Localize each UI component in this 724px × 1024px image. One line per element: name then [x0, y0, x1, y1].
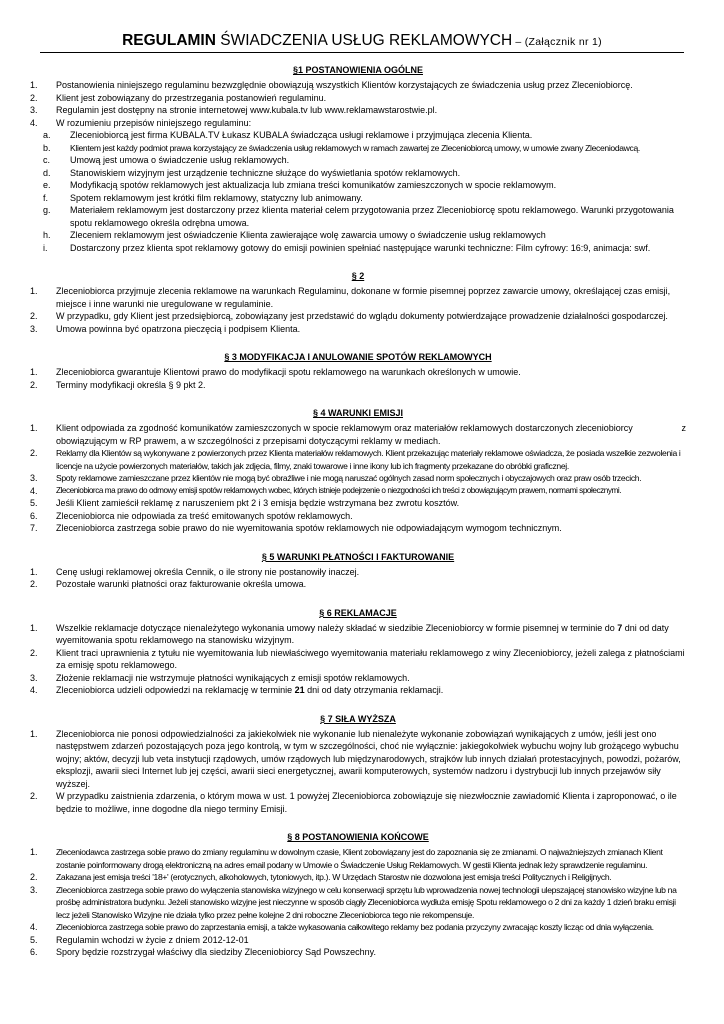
item-text: Zleceniem reklamowym jest oświadczenie Klienta zawierające wolę zawarcia umowy o świadczenie usług reklamowych — [70, 230, 546, 240]
section-7 — [30, 713, 686, 816]
item-number: 1. — [30, 728, 38, 739]
sub-item — [30, 154, 686, 167]
item-text: Klient traci uprawnienia z tytułu nie wyemitowania lub niewłaściwego wyemitowania materiału reklamowego z winy Zleceniobiorcy, jeżeli zalega z płatnościami za emisję spotu reklamowego. — [56, 647, 685, 670]
item-letter: c. — [43, 155, 51, 165]
item-number: 1. — [30, 622, 38, 633]
item-number: 1. — [30, 566, 38, 577]
item-number: 2. — [30, 872, 38, 882]
section-6 — [30, 607, 686, 697]
list-item — [30, 117, 686, 130]
list-item — [30, 622, 686, 647]
item-text: Reklamy dla Klientów są wykonywane z powierzonych przez Klienta materiałów reklamowych. Klient przekazując materiały reklamowe oświadcza, że posiada wszelkie zezwolenia i licencje na użycie powierzonych materiałów, takich jak zdjęcia, filmy, znaki towarowe i inne ikony lub ich fragmenty przekazane do obróbki graficznej. — [56, 448, 681, 471]
item-number: 2. — [30, 579, 38, 589]
item-number: 2. — [30, 379, 38, 390]
item-number: 4. — [30, 922, 38, 932]
section-heading: § 6 REKLAMACJE — [319, 607, 397, 618]
item-text: Zleceniobiorcą jest firma KUBALA.TV Łukasz KUBALA świadcząca usługi reklamowe i przyjmująca zlecenia Klienta. — [70, 130, 533, 140]
list-item — [30, 921, 686, 934]
section-heading: § 2 — [351, 271, 365, 281]
item-text: Cenę usługi reklamowej określa Cennik, o ile strony nie postanowiły inaczej. — [56, 566, 360, 577]
item-text-c: dni od daty otrzymania reklamacji. — [304, 685, 444, 695]
list-item — [30, 366, 686, 379]
item-letter: d. — [43, 167, 51, 178]
section-3 — [30, 351, 686, 391]
item-text: Zleceniobiorca przyjmuje zlecenia reklamowe na warunkach Regulaminu, dokonane w formie pisemnej poprzez zawarcie umowy, określającej czas emisji, miejsce i inne warunki nie uregulowane w regulaminie. — [56, 286, 671, 309]
item-number: 2. — [30, 647, 38, 658]
item-text — [56, 622, 686, 647]
item-text: Spotem reklamowym jest krótki film reklamowy, statyczny lub animowany. — [70, 192, 363, 203]
item-text: Spory będzie rozstrzygał właściwy dla siedziby Zleceniobiorcy Sąd Powszechny. — [56, 947, 376, 957]
document-title — [40, 31, 684, 53]
item-text: Klient jest zobowiązany do przestrzegania postanowień regulaminu. — [56, 92, 327, 103]
item-days-bold: 21 — [294, 685, 305, 695]
item-text: Pozostałe warunki płatności oraz fakturowanie określa umowa. — [56, 579, 307, 589]
item-text: Terminy modyfikacji określa § 9 pkt 2. — [56, 379, 206, 390]
sub-item — [30, 242, 686, 255]
item-text-c: dni od daty wyemitowania spotu reklamowego na stanowisku wizyjnym. — [56, 622, 669, 645]
list-item — [30, 578, 686, 591]
item-text: Złożenie reklamacji nie wstrzymuje płatności wynikających z emisji spotów reklamowych. — [56, 672, 410, 683]
section-4 — [30, 407, 686, 535]
item-number: 3. — [30, 473, 38, 483]
sub-item — [30, 129, 686, 142]
item-letter: b. — [43, 142, 51, 153]
item-number: 5. — [30, 934, 38, 945]
item-text-b: obowiązującym w RP prawem, a w szczególności z przepisami dotyczącymi reklamy w mediach. — [56, 435, 441, 446]
item-text: W przypadku, gdy Klient jest przedsiębiorcą, zobowiązany jest przedstawić do wglądu dokumenty potwierdzające prowadzenie działalności gospodarczej. — [56, 311, 668, 321]
item-text-a: Wszelkie reklamacje dotyczące nienależytego wykonania umowy należy składać w siedzibie Zleceniobiorcy w formie pisemnej w terminie do — [56, 622, 618, 633]
item-text: Zleceniobiorca ma prawo do odmowy emisji spotów reklamowych wobec, których istnieje podejrzenie o niezgodności ich treści z obowiązującym prawem, normami społecznymi. — [56, 485, 622, 495]
item-number: 6. — [30, 947, 38, 957]
section-8 — [30, 831, 686, 959]
item-text: Zleceniobiorca zastrzega sobie prawo do wyłączenia stanowiska wizyjnego w celu konserwacji sprzętu lub wprowadzenia nowej technologii ulepszającej stanowisko wizyjne lub na prośbę administratora budynku. Jeżeli stanowisko wizyjne jest nieczynne w sposób ciągły Zleceniobiorca wydłuża emisję Spotu reklamowego o 2 dni za każdy 1 dzień braku emisji lecz jeżeli Stanowisko Wizyjne nie działa tylko przez pełne kolejne 2 dni roboczne Zleceniobiorca tego nie rekompensuje. — [56, 884, 677, 920]
item-number: 4. — [30, 117, 38, 128]
item-number: 3. — [30, 884, 38, 895]
sub-item — [30, 192, 686, 205]
document-body — [30, 58, 686, 959]
item-text: Materiałem reklamowym jest dostarczony przez klienta materiał celem przygotowania przez Zleceniobiorcę spotu reklamowego. Warunki przygotowania spotu reklamowego określa odrębna umowa. — [70, 205, 674, 228]
list-item — [30, 884, 686, 922]
list-item — [30, 510, 686, 523]
item-number: 1. — [30, 80, 38, 90]
list-item — [30, 79, 686, 92]
section-heading: § 4 WARUNKI EMISJI — [312, 408, 404, 418]
list-item — [30, 728, 686, 791]
section-heading: § 3 MODYFIKACJA I ANULOWANIE SPOTÓW REKLAMOWYCH — [224, 352, 492, 362]
item-number: 5. — [30, 498, 38, 508]
item-letter: a. — [43, 130, 51, 140]
section-5 — [30, 551, 686, 591]
item-number: 1. — [30, 847, 38, 857]
item-text: Postanowienia niniejszego regulaminu bezwzględnie obowiązują wszystkich Klientów korzystających ze świadczenia usług przez Zleceniobiorcę. — [56, 80, 633, 90]
section-heading: § 8 POSTANOWIENIA KOŃCOWE — [287, 832, 429, 842]
item-number: 7. — [30, 523, 38, 533]
sub-item — [30, 179, 686, 192]
sub-item — [30, 142, 686, 155]
item-text: W rozumieniu przepisów niniejszego regulaminu: — [56, 117, 252, 128]
section-heading: §1 POSTANOWIENIA OGÓLNE — [292, 65, 423, 75]
list-item — [30, 846, 686, 871]
list-item — [30, 104, 686, 117]
list-item — [30, 946, 686, 959]
item-number: 4. — [30, 485, 38, 496]
item-text: Zleceniobiorca zastrzega sobie prawo do nie wyemitowania spotów reklamowych nie odpowiadającym wymogom technicznym. — [56, 523, 562, 533]
list-item — [30, 672, 686, 685]
item-text: Umowa powinna być opatrzona pieczęcią i podpisem Klienta. — [56, 323, 301, 334]
section-heading: § 7 SIŁA WYŻSZA — [320, 713, 396, 724]
sub-item — [30, 229, 686, 242]
section-1 — [30, 64, 686, 254]
item-text: Klientem jest każdy podmiot prawa korzystający ze świadczenia usług reklamowych w ramach zawartej ze Zleceniobiorcą umowy, w umowie zwany Zleceniodawcą. — [70, 142, 640, 153]
list-item — [30, 566, 686, 579]
item-text: Umową jest umowa o świadczenie usług reklamowych. — [70, 155, 290, 165]
list-item — [30, 497, 686, 510]
item-number: 2. — [30, 791, 38, 801]
list-item — [30, 871, 686, 884]
section-2 — [30, 270, 686, 335]
item-text: Zleceniobiorca zastrzega sobie prawo do zaprzestania emisji, a także wykasowania całkowitego reklamy bez podania przyczyny zwracając koszty licząc od dnia wyłączenia. — [56, 922, 654, 932]
list-item — [30, 485, 686, 498]
item-text: Zleceniobiorca nie odpowiada za treść emitowanych spotów reklamowych. — [56, 510, 353, 521]
item-text: Stanowiskiem wizyjnym jest urządzenie techniczne służące do wyświetlania spotów reklamowych. — [70, 167, 461, 178]
item-days-bold: 7 — [617, 622, 623, 633]
item-text: Spoty reklamowe zamieszczane przez klientów nie mogą być obraźliwe i nie mogą naruszać ogólnych zasad norm społecznych i obyczajowych oraz praw osób trzecich. — [56, 473, 642, 483]
item-number: 2. — [30, 448, 38, 458]
item-number: 4. — [30, 685, 38, 695]
item-number: 1. — [30, 423, 38, 433]
title-bold: REGULAMIN — [122, 32, 216, 49]
item-letter: g. — [43, 205, 51, 215]
list-item — [30, 647, 686, 672]
title-main: ŚWIADCZENIA USŁUG REKLAMOWYCH — [215, 32, 513, 49]
item-letter: f. — [43, 192, 49, 203]
list-item — [30, 92, 686, 105]
item-text-z: z — [681, 423, 686, 433]
item-number: 2. — [30, 311, 38, 321]
list-item — [30, 472, 686, 485]
title-suffix: – (Załącznik nr 1) — [512, 36, 602, 48]
section-heading: § 5 WARUNKI PŁATNOŚCI I FAKTUROWANIE — [261, 551, 455, 562]
item-number: 3. — [30, 672, 38, 683]
item-number: 1. — [30, 286, 38, 296]
item-text: Zleceniobiorca nie ponosi odpowiedzialności za jakiekolwiek nie wykonanie lub nienależyte wykonanie zobowiązań wynikających z umów, jeśli jest ono następstwem zdarzeń pozostających poza jego kontrolą, w tym w szczególności, choć nie wyłącznie: jakiegokolwiek wybuchu wojny lub grożącego wybuchu wojny; aktów, decyzji lub veta instytucji rządowych, umów rządowych lub międzynarodowych, strajków lub innych działań protestacyjnych, powodzi, pożarów, eksplozji, awarii sieci Internet lub jej części, awarii sieci energetycznej, awarii komputerowych, systemów nadzoru i dystrybucji lub innych przejawów siły wyższej. — [56, 728, 681, 789]
item-text: Regulamin jest dostępny na stronie internetowej www.kubala.tv lub www.reklamawstarostwie.pl. — [56, 105, 438, 115]
item-number: 3. — [30, 323, 38, 334]
item-letter: i. — [43, 242, 48, 253]
item-text: Modyfikacją spotów reklamowych jest aktualizacja lub zmiana treści komunikatów zamieszczonych w spocie reklamowym. — [70, 180, 557, 190]
item-text: Zakazana jest emisja treści '18+' (erotycznych, alkoholowych, tytoniowych, itp.). W Urzędach Starostw nie dozwolona jest emisja treści Politycznych i Religijnych. — [56, 872, 612, 882]
item-number: 6. — [30, 510, 38, 521]
item-letter: h. — [43, 230, 51, 240]
sub-item — [30, 167, 686, 180]
item-text — [56, 684, 686, 697]
item-text: Regulamin wchodzi w życie z dniem 2012-12-01 — [56, 934, 249, 945]
list-item — [30, 422, 686, 447]
sub-item — [30, 204, 686, 229]
list-item — [30, 684, 686, 697]
list-item — [30, 522, 686, 535]
item-text: Zleceniodawca zastrzega sobie prawo do zmiany regulaminu w dowolnym czasie, Klient zobowiązany jest do zapoznania się ze zmianami. O najważniejszych zmianach Klient zostanie poinformowany drogą elektroniczną na adres email podany w Umowie o Świadczenie Usług Reklamowych. W gestii Klienta jednak leży sprawdzenie regulaminu. — [56, 847, 663, 870]
list-item — [30, 379, 686, 392]
item-text: Zleceniobiorca gwarantuje Klientowi prawo do modyfikacji spotu reklamowego na warunkach określonych w umowie. — [56, 367, 521, 377]
list-item — [30, 285, 686, 310]
list-item — [30, 790, 686, 815]
item-number: 1. — [30, 367, 38, 377]
item-text-a: Zleceniobiorca udzieli odpowiedzi na reklamację w terminie — [56, 685, 295, 695]
list-item — [30, 447, 686, 472]
item-text: W przypadku zaistnienia zdarzenia, o którym mowa w ust. 1 powyżej Zleceniobiorca zobowiązuje się niezwłocznie zawiadomić Klienta i zaproponować, o ile będzie to możliwe, inne dogodne dla niego terminy Emisji. — [56, 791, 677, 814]
item-letter: e. — [43, 180, 51, 190]
item-text: Jeśli Klient zamieścił reklamę z naruszeniem pkt 2 i 3 emisja będzie wstrzymana bez zwrotu kosztów. — [56, 498, 460, 508]
item-text-a: Klient odpowiada za zgodność komunikatów zamieszczonych w spocie reklamowym oraz materiałów reklamowych dostarczonych zleceniobiorcy — [56, 423, 633, 433]
item-text — [56, 422, 686, 447]
item-number: 2. — [30, 92, 38, 103]
item-number: 3. — [30, 105, 38, 115]
list-item — [30, 323, 686, 336]
list-item — [30, 310, 686, 323]
item-text: Dostarczony przez klienta spot reklamowy gotowy do emisji powinien spełniać następujące warunki techniczne: Film cyfrowy: 16:9, animacja: swf. — [70, 242, 651, 253]
list-item — [30, 934, 686, 947]
